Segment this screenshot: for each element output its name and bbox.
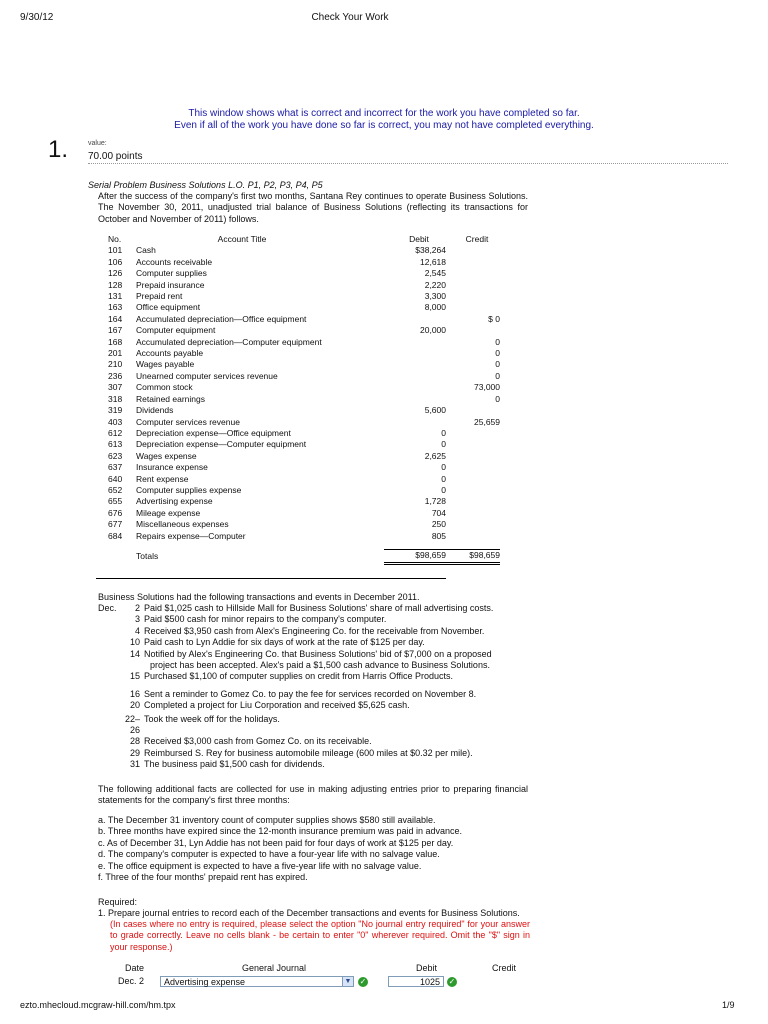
- account-number: 168: [108, 336, 123, 347]
- problem-title: Serial Problem Business Solutions L.O. P1, P2, P3, P4, P5: [88, 180, 323, 190]
- totals-underline-row: [108, 563, 500, 574]
- table-row: [108, 485, 500, 496]
- chevron-down-icon[interactable]: ▼: [342, 976, 354, 987]
- journal-credit-header: Credit: [492, 963, 517, 973]
- account-title: Accumulated depreciation—Computer equipment: [136, 336, 322, 347]
- account-title: Wages expense: [136, 450, 197, 461]
- account-title: Cash: [136, 245, 156, 256]
- col-title-header: Account Title: [217, 234, 267, 244]
- table-row: [108, 394, 500, 405]
- table-row: [108, 428, 500, 439]
- debit-value: 2,625: [424, 450, 446, 461]
- debit-value: 0: [441, 439, 446, 450]
- journal-row-date: Dec. 2: [118, 976, 145, 986]
- transaction-text: project has been accepted. Alex's paid a $1,500 cash advance to Business Solutions.: [150, 660, 490, 671]
- transaction-text: Completed a project for Liu Corporation and received $5,625 cash.: [144, 700, 410, 711]
- totals-credit: $98,659: [446, 550, 500, 563]
- list-item: [118, 626, 538, 637]
- account-title: Computer services revenue: [136, 416, 240, 427]
- transaction-text: Took the week off for the holidays.: [144, 713, 280, 724]
- check-icon: ✓: [448, 977, 456, 986]
- col-debit-header: Debit: [409, 234, 429, 244]
- credit-value: 0: [495, 336, 500, 347]
- transactions-intro: Business Solutions had the following transactions and events in December 2011.: [98, 592, 420, 602]
- debit-value: [384, 394, 446, 405]
- account-title: Unearned computer services revenue: [136, 370, 278, 381]
- transaction-text: Sent a reminder to Gomez Co. to pay the fee for services recorded on November 8.: [144, 688, 477, 699]
- transaction-day: 22–: [124, 713, 140, 724]
- credit-value: [446, 268, 500, 279]
- transaction-text: The business paid $1,500 cash for dividends.: [144, 759, 325, 770]
- table-rule: [96, 578, 446, 579]
- account-number: 676: [108, 507, 123, 518]
- page-title: Check Your Work: [311, 12, 389, 23]
- transaction-day: 2: [134, 603, 140, 613]
- credit-value: [446, 474, 500, 485]
- account-number: 684: [108, 530, 123, 541]
- account-number: 319: [108, 405, 123, 416]
- credit-value: [446, 519, 500, 530]
- list-item: [118, 660, 538, 671]
- transaction-text: Received $3,950 cash from Alex's Engineering Co. for the receivable from November.: [144, 625, 485, 636]
- table-row: [108, 496, 500, 507]
- transaction-day: 14: [129, 648, 140, 659]
- account-number: 131: [108, 291, 123, 302]
- list-item: [118, 759, 538, 770]
- account-title: Dividends: [136, 405, 174, 416]
- table-row: [108, 291, 500, 302]
- list-item: d. The company's computer is expected to have a four-year life with no salvage value.: [98, 849, 440, 860]
- credit-value: 0: [495, 370, 500, 381]
- account-title: Common stock: [136, 382, 193, 393]
- question-number: 1.: [48, 136, 69, 163]
- list-item: [118, 714, 538, 725]
- journal-debit-header: Debit: [416, 963, 438, 973]
- debit-value: 5,600: [424, 405, 446, 416]
- account-number: 201: [108, 348, 123, 359]
- check-icon: ✓: [359, 977, 367, 986]
- list-item: [118, 603, 538, 614]
- debit-value: 0: [441, 484, 446, 495]
- credit-value: 0: [495, 348, 500, 359]
- debit-value: 704: [431, 507, 446, 518]
- required-note: (In cases where no entry is required, please select the option "No journal entry required" for your answer to grade correctly. Leave no cells blank - be certain to enter "0" wherever required. Omit the "$" sign in your response.): [110, 919, 530, 952]
- required-label: Required:: [98, 897, 138, 907]
- debit-value: 0: [441, 462, 446, 473]
- credit-value: [446, 508, 500, 519]
- account-number: 307: [108, 382, 123, 393]
- debit-value: 0: [441, 473, 446, 484]
- list-item: [118, 689, 538, 700]
- transaction-day: 16: [129, 688, 140, 699]
- account-title: Mileage expense: [136, 507, 201, 518]
- credit-value: 0: [495, 359, 500, 370]
- transaction-day: 4: [134, 625, 140, 636]
- transaction-text: Paid cash to Lyn Addie for six days of work at the rate of $125 per day.: [144, 637, 425, 648]
- debit-value: 250: [431, 519, 446, 530]
- trial-balance-header: [108, 234, 500, 245]
- table-row: [108, 508, 500, 519]
- credit-value: [446, 496, 500, 507]
- debit-value: 12,618: [420, 256, 446, 267]
- credit-value: [446, 245, 500, 256]
- account-title: Rent expense: [136, 473, 189, 484]
- debit-value: [384, 314, 446, 325]
- list-item: [118, 748, 538, 759]
- required-item-1: 1. Prepare journal entries to record each of the December transactions and events for Business Solutions.: [98, 908, 520, 918]
- status-notice: [0, 108, 768, 132]
- print-date: 9/30/12: [20, 12, 54, 23]
- list-item: f. Three of the four months' prepaid rent has expired.: [98, 872, 308, 883]
- credit-value: [446, 439, 500, 450]
- credit-value: [446, 280, 500, 291]
- table-row: [108, 474, 500, 485]
- account-title: Wages payable: [136, 359, 195, 370]
- transactions-list: [118, 603, 538, 771]
- account-number: 164: [108, 313, 123, 324]
- table-row: [108, 280, 500, 291]
- account-title: Accumulated depreciation—Office equipment: [136, 313, 307, 324]
- facts-list: [98, 815, 528, 883]
- account-number: 677: [108, 519, 123, 530]
- transaction-day: 28: [129, 736, 140, 747]
- transaction-day: 29: [129, 747, 140, 758]
- journal-date-header: Date: [125, 963, 145, 973]
- credit-value: $ 0: [488, 313, 500, 324]
- account-title: Accounts receivable: [136, 256, 213, 267]
- list-item: [118, 725, 538, 736]
- credit-value: [446, 302, 500, 313]
- footer-page: 1/9: [722, 1000, 735, 1010]
- transaction-text: Reimbursed S. Rey for business automobile mileage (600 miles at $0.32 per mile).: [144, 747, 473, 758]
- account-title: Computer equipment: [136, 325, 216, 336]
- list-item: a. The December 31 inventory count of computer supplies shows $580 still available.: [98, 815, 436, 825]
- debit-value: 805: [431, 530, 446, 541]
- debit-value: [384, 417, 446, 428]
- table-row: [108, 348, 500, 359]
- table-row: [108, 462, 500, 473]
- table-row: [108, 302, 500, 313]
- account-number: 126: [108, 268, 123, 279]
- debit-value: [384, 371, 446, 382]
- account-number: 128: [108, 279, 123, 290]
- account-number: 623: [108, 450, 123, 461]
- credit-value: [446, 325, 500, 336]
- debit-value: [384, 337, 446, 348]
- totals-spacer: [108, 550, 136, 563]
- table-row: [108, 451, 500, 462]
- credit-value: [446, 291, 500, 302]
- account-title: Repairs expense—Computer: [136, 530, 246, 541]
- credit-value: [446, 257, 500, 268]
- transaction-day: 3: [134, 614, 140, 625]
- account-title: Office equipment: [136, 302, 201, 313]
- transaction-day: 10: [129, 637, 140, 648]
- transaction-text: Purchased $1,100 of computer supplies on credit from Harris Office Products.: [144, 671, 453, 682]
- spacer-row: [108, 542, 500, 550]
- transaction-day: 31: [129, 759, 140, 770]
- credit-value: [446, 428, 500, 439]
- account-title: Computer supplies expense: [136, 484, 242, 495]
- account-number: 101: [108, 245, 123, 256]
- credit-value: [446, 531, 500, 542]
- debit-value: [384, 359, 446, 370]
- facts-intro: The following additional facts are collected for use in making adjusting entries prior to preparing financial statements for the company's first three months:: [98, 784, 528, 806]
- transaction-text: Paid $500 cash for minor repairs to the company's computer.: [144, 614, 387, 625]
- table-row: [108, 257, 500, 268]
- credit-value: [446, 485, 500, 496]
- table-row: [108, 382, 500, 393]
- account-select[interactable]: Advertising expense: [160, 976, 354, 987]
- question-points: 70.00 points: [88, 151, 143, 162]
- account-title: Prepaid insurance: [136, 279, 205, 290]
- account-number: 403: [108, 416, 123, 427]
- account-number: 637: [108, 462, 123, 473]
- account-title: Computer supplies: [136, 268, 207, 279]
- credit-value: 0: [495, 393, 500, 404]
- account-number: 640: [108, 473, 123, 484]
- account-number: 163: [108, 302, 123, 313]
- table-row: [108, 405, 500, 416]
- debit-value: 0: [441, 427, 446, 438]
- list-item: [118, 649, 538, 660]
- credit-value: [446, 451, 500, 462]
- debit-value: 1,728: [424, 496, 446, 507]
- credit-value: 73,000: [474, 382, 500, 393]
- account-number: 106: [108, 256, 123, 267]
- notice-line-2: Even if all of the work you have done so far is correct, you may not have completed everything.: [174, 120, 594, 131]
- transactions-month: Dec.: [98, 603, 117, 613]
- notice-line-1: This window shows what is correct and incorrect for the work you have completed so far.: [188, 108, 580, 119]
- table-row: [108, 519, 500, 530]
- account-number: 236: [108, 370, 123, 381]
- account-title: Prepaid rent: [136, 291, 183, 302]
- table-row: [108, 337, 500, 348]
- table-row: [108, 417, 500, 428]
- account-number: 613: [108, 439, 123, 450]
- table-row: [108, 314, 500, 325]
- list-item: [118, 671, 538, 682]
- debit-value: [384, 348, 446, 359]
- table-row: [108, 325, 500, 336]
- table-row: [108, 359, 500, 370]
- transaction-day: 20: [129, 700, 140, 711]
- account-title: Accounts payable: [136, 348, 204, 359]
- list-item: c. As of December 31, Lyn Addie has not been paid for four days of work at $125 per day.: [98, 837, 454, 848]
- list-item: [118, 736, 538, 747]
- table-row: [108, 371, 500, 382]
- account-number: 210: [108, 359, 123, 370]
- debit-value: 2,220: [424, 279, 446, 290]
- transaction-day: 15: [129, 671, 140, 682]
- account-number: 655: [108, 496, 123, 507]
- list-item: [118, 700, 538, 711]
- footer-url: ezto.mhecloud.mcgraw-hill.com/hm.tpx: [20, 1000, 176, 1010]
- debit-value: [384, 382, 446, 393]
- totals-debit: $98,659: [384, 550, 446, 563]
- account-number: 612: [108, 427, 123, 438]
- account-title: Retained earnings: [136, 393, 205, 404]
- table-row: [108, 245, 500, 256]
- totals-label: Totals: [136, 550, 159, 561]
- transaction-text: Paid $1,025 cash to Hillside Mall for Business Solutions' share of mall advertising costs.: [144, 603, 494, 613]
- account-title: Depreciation expense—Computer equipment: [136, 439, 307, 450]
- debit-value: 2,545: [424, 268, 446, 279]
- table-row: [108, 268, 500, 279]
- divider: [88, 163, 728, 164]
- account-number: 318: [108, 393, 123, 404]
- transaction-text: Received $3,000 cash from Gomez Co. on its receivable.: [144, 736, 372, 747]
- col-no-header: No.: [108, 234, 122, 244]
- question-value-label: value:: [88, 140, 107, 147]
- col-credit-header: Credit: [465, 234, 489, 244]
- list-item: [118, 637, 538, 648]
- debit-value: 8,000: [424, 302, 446, 313]
- table-row: [108, 531, 500, 542]
- account-number: 652: [108, 484, 123, 495]
- credit-value: [446, 462, 500, 473]
- problem-intro: After the success of the company's first two months, Santana Rey continues to operate Business Solutions. The November 30, 2011, unadjusted trial balance of Business Solutions (reflecting its transactions for October and November of 2011) follows.: [98, 191, 528, 224]
- list-item: e. The office equipment is expected to have a five-year life with no salvage value.: [98, 860, 422, 871]
- account-title: Miscellaneous expenses: [136, 519, 229, 530]
- journal-account-header: General Journal: [242, 963, 307, 973]
- credit-value: 25,659: [474, 416, 500, 427]
- account-title: Depreciation expense—Office equipment: [136, 427, 291, 438]
- debit-value: $38,264: [415, 245, 446, 256]
- totals-row: [108, 550, 500, 563]
- transaction-text: Notified by Alex's Engineering Co. that Business Solutions' bid of $7,000 on a proposed: [144, 648, 492, 659]
- transaction-day: 26: [129, 725, 140, 736]
- debit-input[interactable]: 1025: [388, 976, 444, 987]
- transaction-day: [118, 660, 144, 671]
- list-item: [118, 614, 538, 625]
- credit-value: [446, 405, 500, 416]
- account-number: 167: [108, 325, 123, 336]
- table-row: [108, 439, 500, 450]
- account-title: Insurance expense: [136, 462, 208, 473]
- trial-balance-table: [108, 234, 500, 575]
- debit-value: 20,000: [420, 325, 446, 336]
- debit-value: 3,300: [424, 291, 446, 302]
- list-item: b. Three months have expired since the 12-month insurance premium was paid in advance.: [98, 826, 463, 837]
- account-title: Advertising expense: [136, 496, 213, 507]
